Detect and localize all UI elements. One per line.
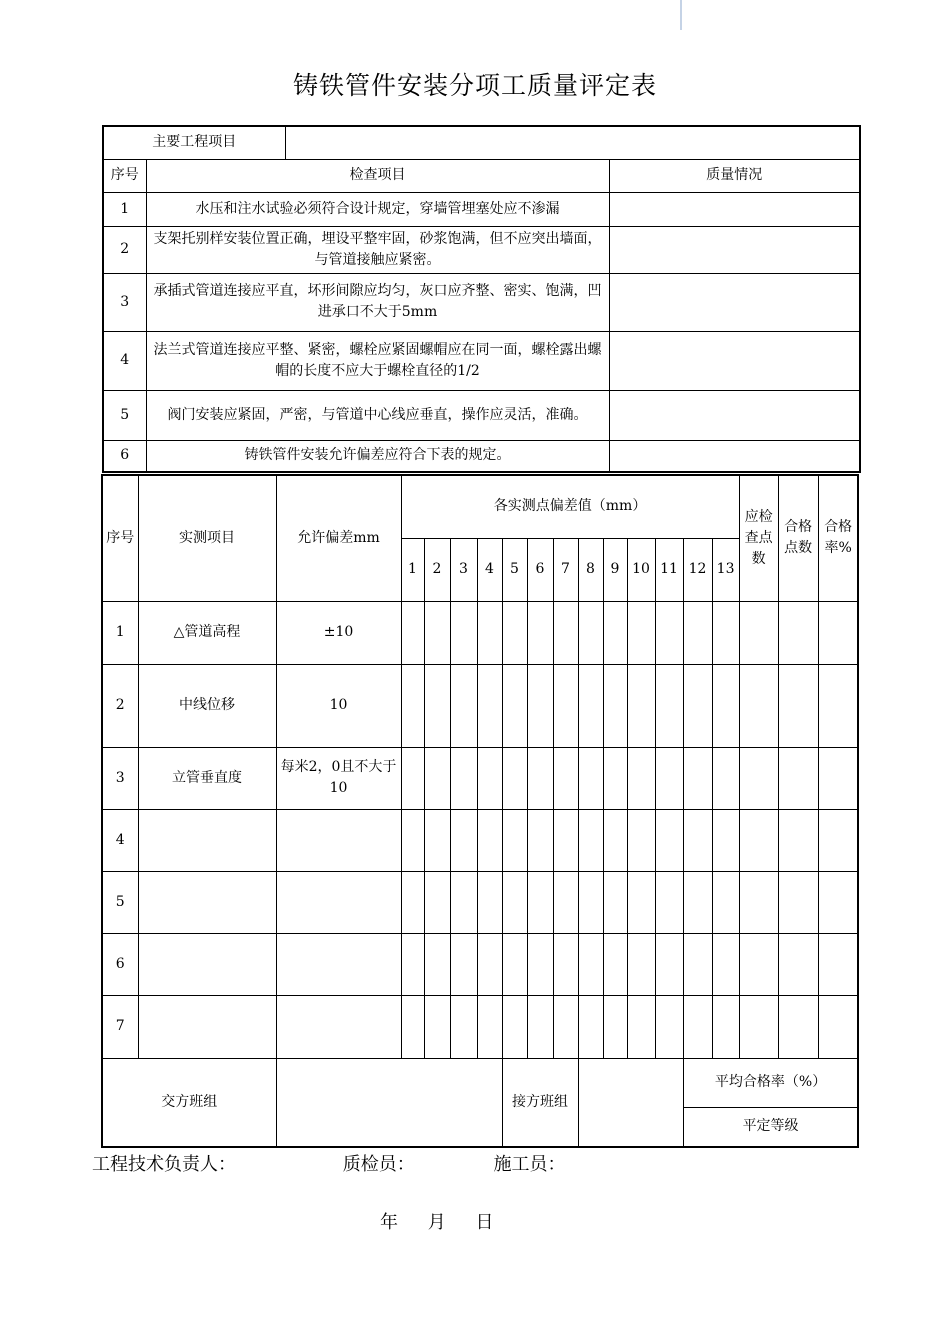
check-count-cell[interactable]	[739, 747, 778, 809]
point-value-cell[interactable]	[683, 664, 712, 747]
point-value-cell[interactable]	[578, 995, 603, 1058]
point-value-cell[interactable]	[450, 995, 477, 1058]
measure-seq: 4	[102, 809, 138, 871]
point-value-cell[interactable]	[502, 933, 527, 995]
point-value-cell[interactable]	[578, 664, 603, 747]
point-value-cell[interactable]	[527, 664, 553, 747]
point-value-cell[interactable]	[401, 664, 424, 747]
check-seq: 4	[103, 331, 146, 390]
point-value-cell[interactable]	[527, 601, 553, 664]
point-number: 10	[627, 538, 655, 601]
point-number: 13	[712, 538, 739, 601]
check-seq: 2	[103, 226, 146, 273]
point-value-cell[interactable]	[683, 871, 712, 933]
pass-count-cell[interactable]	[778, 601, 818, 664]
point-value-cell[interactable]	[450, 601, 477, 664]
main-project-value[interactable]	[285, 126, 860, 159]
point-value-cell[interactable]	[424, 664, 450, 747]
point-value-cell[interactable]	[424, 933, 450, 995]
point-value-cell[interactable]	[553, 601, 578, 664]
point-value-cell[interactable]	[603, 747, 627, 809]
point-number: 2	[424, 538, 450, 601]
point-value-cell[interactable]	[627, 664, 655, 747]
point-value-cell[interactable]	[553, 809, 578, 871]
pass-rate-cell[interactable]	[818, 933, 858, 995]
point-value-cell[interactable]	[712, 933, 739, 995]
check-quality[interactable]	[609, 273, 860, 331]
check-row	[103, 331, 860, 390]
check-quality[interactable]	[609, 440, 860, 472]
point-value-cell[interactable]	[477, 995, 502, 1058]
point-value-cell[interactable]	[553, 747, 578, 809]
pass-count-cell[interactable]	[778, 747, 818, 809]
check-item: 铸铁管件安装允许偏差应符合下表的规定。	[146, 440, 609, 472]
check-item: 阀门安装应紧固，严密，与管道中心线应垂直，操作应灵活，准确。	[146, 390, 609, 440]
check-row	[103, 192, 860, 226]
point-value-cell[interactable]	[401, 809, 424, 871]
point-value-cell[interactable]	[655, 933, 683, 995]
measure-item[interactable]	[138, 933, 276, 995]
point-value-cell[interactable]	[553, 933, 578, 995]
point-value-cell[interactable]	[477, 747, 502, 809]
point-value-cell[interactable]	[712, 664, 739, 747]
measure-header-seq: 序号	[102, 475, 138, 601]
pass-rate-cell[interactable]	[818, 871, 858, 933]
measure-header-pass-rate: 合格率%	[818, 475, 858, 601]
measure-seq: 2	[102, 664, 138, 747]
measure-tolerance[interactable]	[276, 933, 401, 995]
handover-team-label: 交方班组	[102, 1058, 276, 1147]
point-value-cell[interactable]	[527, 809, 553, 871]
receiving-team-value[interactable]	[578, 1058, 683, 1147]
point-value-cell[interactable]	[477, 601, 502, 664]
point-value-cell[interactable]	[502, 664, 527, 747]
point-value-cell[interactable]	[655, 664, 683, 747]
point-value-cell[interactable]	[450, 747, 477, 809]
pass-count-cell[interactable]	[778, 809, 818, 871]
builder-label: 施工员：	[493, 1154, 566, 1175]
check-header-seq: 序号	[103, 159, 146, 192]
measure-tolerance: ±10	[276, 601, 401, 664]
measure-item: 立管垂直度	[138, 747, 276, 809]
check-count-cell[interactable]	[739, 664, 778, 747]
check-seq: 1	[103, 192, 146, 226]
point-value-cell[interactable]	[578, 871, 603, 933]
point-value-cell[interactable]	[578, 809, 603, 871]
measure-row	[102, 809, 858, 871]
page-title: 铸铁管件安装分项工质量评定表	[292, 71, 657, 100]
measure-row	[102, 933, 858, 995]
measure-tolerance: 10	[276, 664, 401, 747]
measure-row	[102, 871, 858, 933]
measure-header-check-count: 应检查点数	[739, 475, 778, 601]
point-value-cell[interactable]	[502, 995, 527, 1058]
point-value-cell[interactable]	[450, 933, 477, 995]
grade-label: 平定等级	[683, 1107, 858, 1147]
point-value-cell[interactable]	[603, 664, 627, 747]
check-row	[103, 440, 860, 472]
measure-row	[102, 747, 858, 809]
measure-item: △管道高程	[138, 601, 276, 664]
point-value-cell[interactable]	[627, 809, 655, 871]
check-header-item: 检查项目	[146, 159, 609, 192]
receiving-team-label: 接方班组	[502, 1058, 578, 1147]
measure-row	[102, 601, 858, 664]
measure-header-pass-count: 合格点数	[778, 475, 818, 601]
point-value-cell[interactable]	[627, 933, 655, 995]
pass-rate-cell[interactable]	[818, 747, 858, 809]
measure-row	[102, 664, 858, 747]
point-value-cell[interactable]	[477, 933, 502, 995]
point-value-cell[interactable]	[527, 871, 553, 933]
measure-header-tolerance: 允许偏差mm	[276, 475, 401, 601]
check-row	[103, 226, 860, 273]
point-value-cell[interactable]	[450, 871, 477, 933]
point-value-cell[interactable]	[502, 871, 527, 933]
inspection-table	[102, 125, 861, 473]
signature-line	[92, 1150, 565, 1176]
point-value-cell[interactable]	[401, 601, 424, 664]
point-value-cell[interactable]	[683, 995, 712, 1058]
check-count-cell[interactable]	[739, 933, 778, 995]
point-value-cell[interactable]	[578, 601, 603, 664]
measure-seq: 7	[102, 995, 138, 1058]
check-quality[interactable]	[609, 192, 860, 226]
pass-count-cell[interactable]	[778, 664, 818, 747]
measure-row	[102, 995, 858, 1058]
point-value-cell[interactable]	[655, 747, 683, 809]
point-number: 8	[578, 538, 603, 601]
pass-rate-cell[interactable]	[818, 664, 858, 747]
tech-lead-label: 工程技术负责人：	[92, 1154, 236, 1175]
point-value-cell[interactable]	[712, 995, 739, 1058]
point-value-cell[interactable]	[712, 871, 739, 933]
point-value-cell[interactable]	[712, 601, 739, 664]
measure-tolerance[interactable]	[276, 871, 401, 933]
check-quality[interactable]	[609, 390, 860, 440]
main-project-row	[103, 126, 860, 159]
point-value-cell[interactable]	[627, 747, 655, 809]
point-number: 5	[502, 538, 527, 601]
check-count-cell[interactable]	[739, 995, 778, 1058]
point-number: 6	[527, 538, 553, 601]
pass-rate-cell[interactable]	[818, 809, 858, 871]
measure-header-deviation: 各实测点偏差值（mm）	[401, 475, 739, 538]
pass-rate-cell[interactable]	[818, 601, 858, 664]
pass-count-cell[interactable]	[778, 933, 818, 995]
check-quality[interactable]	[609, 226, 860, 273]
measure-item[interactable]	[138, 995, 276, 1058]
check-seq: 3	[103, 273, 146, 331]
pass-count-cell[interactable]	[778, 871, 818, 933]
pass-count-cell[interactable]	[778, 995, 818, 1058]
point-value-cell[interactable]	[502, 747, 527, 809]
point-value-cell[interactable]	[477, 664, 502, 747]
point-value-cell[interactable]	[655, 809, 683, 871]
point-value-cell[interactable]	[527, 933, 553, 995]
point-value-cell[interactable]	[527, 995, 553, 1058]
point-value-cell[interactable]	[655, 601, 683, 664]
point-value-cell[interactable]	[450, 664, 477, 747]
point-value-cell[interactable]	[683, 809, 712, 871]
point-value-cell[interactable]	[683, 747, 712, 809]
point-value-cell[interactable]	[627, 995, 655, 1058]
point-number: 3	[450, 538, 477, 601]
point-value-cell[interactable]	[424, 871, 450, 933]
point-value-cell[interactable]	[401, 995, 424, 1058]
point-value-cell[interactable]	[655, 871, 683, 933]
point-value-cell[interactable]	[627, 871, 655, 933]
measure-seq: 5	[102, 871, 138, 933]
check-seq: 5	[103, 390, 146, 440]
check-quality[interactable]	[609, 331, 860, 390]
point-number: 7	[553, 538, 578, 601]
measure-header-row	[102, 475, 858, 538]
measure-item: 中线位移	[138, 664, 276, 747]
measure-tolerance: 每米2，0且不大于10	[276, 747, 401, 809]
point-number: 9	[603, 538, 627, 601]
point-value-cell[interactable]	[712, 747, 739, 809]
point-value-cell[interactable]	[578, 747, 603, 809]
date-year-label: 年	[380, 1212, 398, 1233]
point-value-cell[interactable]	[424, 747, 450, 809]
measure-tolerance[interactable]	[276, 995, 401, 1058]
point-value-cell[interactable]	[603, 995, 627, 1058]
date-day-label: 日	[475, 1212, 494, 1233]
point-value-cell[interactable]	[477, 871, 502, 933]
measure-item[interactable]	[138, 871, 276, 933]
point-value-cell[interactable]	[424, 809, 450, 871]
pass-rate-cell[interactable]	[818, 995, 858, 1058]
footer-row	[102, 1058, 858, 1107]
point-number: 1	[401, 538, 424, 601]
point-value-cell[interactable]	[712, 809, 739, 871]
check-item: 法兰式管道连接应平整、紧密，螺栓应紧固螺帽应在同一面，螺栓露出螺帽的长度不应大于螺栓直径的1/2	[146, 331, 609, 390]
point-value-cell[interactable]	[450, 809, 477, 871]
point-value-cell[interactable]	[603, 933, 627, 995]
corner-mark	[680, 0, 682, 30]
inspector-label: 质检员：	[342, 1154, 415, 1175]
point-value-cell[interactable]	[527, 747, 553, 809]
point-value-cell[interactable]	[683, 601, 712, 664]
point-value-cell[interactable]	[553, 995, 578, 1058]
check-header-quality: 质量情况	[609, 159, 860, 192]
check-count-cell[interactable]	[739, 809, 778, 871]
check-seq: 6	[103, 440, 146, 472]
point-value-cell[interactable]	[627, 601, 655, 664]
measurement-table	[101, 474, 859, 1148]
measure-header-item: 实测项目	[138, 475, 276, 601]
point-value-cell[interactable]	[683, 933, 712, 995]
check-count-cell[interactable]	[739, 601, 778, 664]
point-value-cell[interactable]	[424, 601, 450, 664]
measure-item[interactable]	[138, 809, 276, 871]
point-value-cell[interactable]	[603, 871, 627, 933]
point-value-cell[interactable]	[401, 933, 424, 995]
point-number: 12	[683, 538, 712, 601]
check-item: 支架托别样安装位置正确，埋设平整牢固，砂浆饱满，但不应突出墙面，与管道接触应紧密。	[146, 226, 609, 273]
point-value-cell[interactable]	[477, 809, 502, 871]
date-month-label: 月	[427, 1212, 446, 1233]
point-value-cell[interactable]	[502, 809, 527, 871]
point-value-cell[interactable]	[424, 995, 450, 1058]
point-value-cell[interactable]	[603, 601, 627, 664]
point-value-cell[interactable]	[553, 871, 578, 933]
point-value-cell[interactable]	[502, 601, 527, 664]
check-item: 水压和注水试验必须符合设计规定，穿墙管埋塞处应不渗漏	[146, 192, 609, 226]
point-value-cell[interactable]	[578, 933, 603, 995]
point-value-cell[interactable]	[655, 995, 683, 1058]
measure-seq: 3	[102, 747, 138, 809]
check-row	[103, 390, 860, 440]
point-number: 11	[655, 538, 683, 601]
check-item: 承插式管道连接应平直，坏形间隙应均匀，灰口应齐整、密实、饱满，凹进承口不大于5mm	[146, 273, 609, 331]
measure-seq: 6	[102, 933, 138, 995]
measure-tolerance[interactable]	[276, 809, 401, 871]
check-header-row	[103, 159, 860, 192]
main-project-label: 主要工程项目	[103, 126, 285, 159]
point-value-cell[interactable]	[553, 664, 578, 747]
point-number: 4	[477, 538, 502, 601]
check-count-cell[interactable]	[739, 871, 778, 933]
point-value-cell[interactable]	[603, 809, 627, 871]
measure-seq: 1	[102, 601, 138, 664]
avg-pass-rate-label: 平均合格率（%）	[683, 1058, 858, 1107]
handover-team-value[interactable]	[276, 1058, 502, 1147]
date-line	[380, 1208, 517, 1234]
check-row	[103, 273, 860, 331]
point-value-cell[interactable]	[401, 871, 424, 933]
point-value-cell[interactable]	[401, 747, 424, 809]
